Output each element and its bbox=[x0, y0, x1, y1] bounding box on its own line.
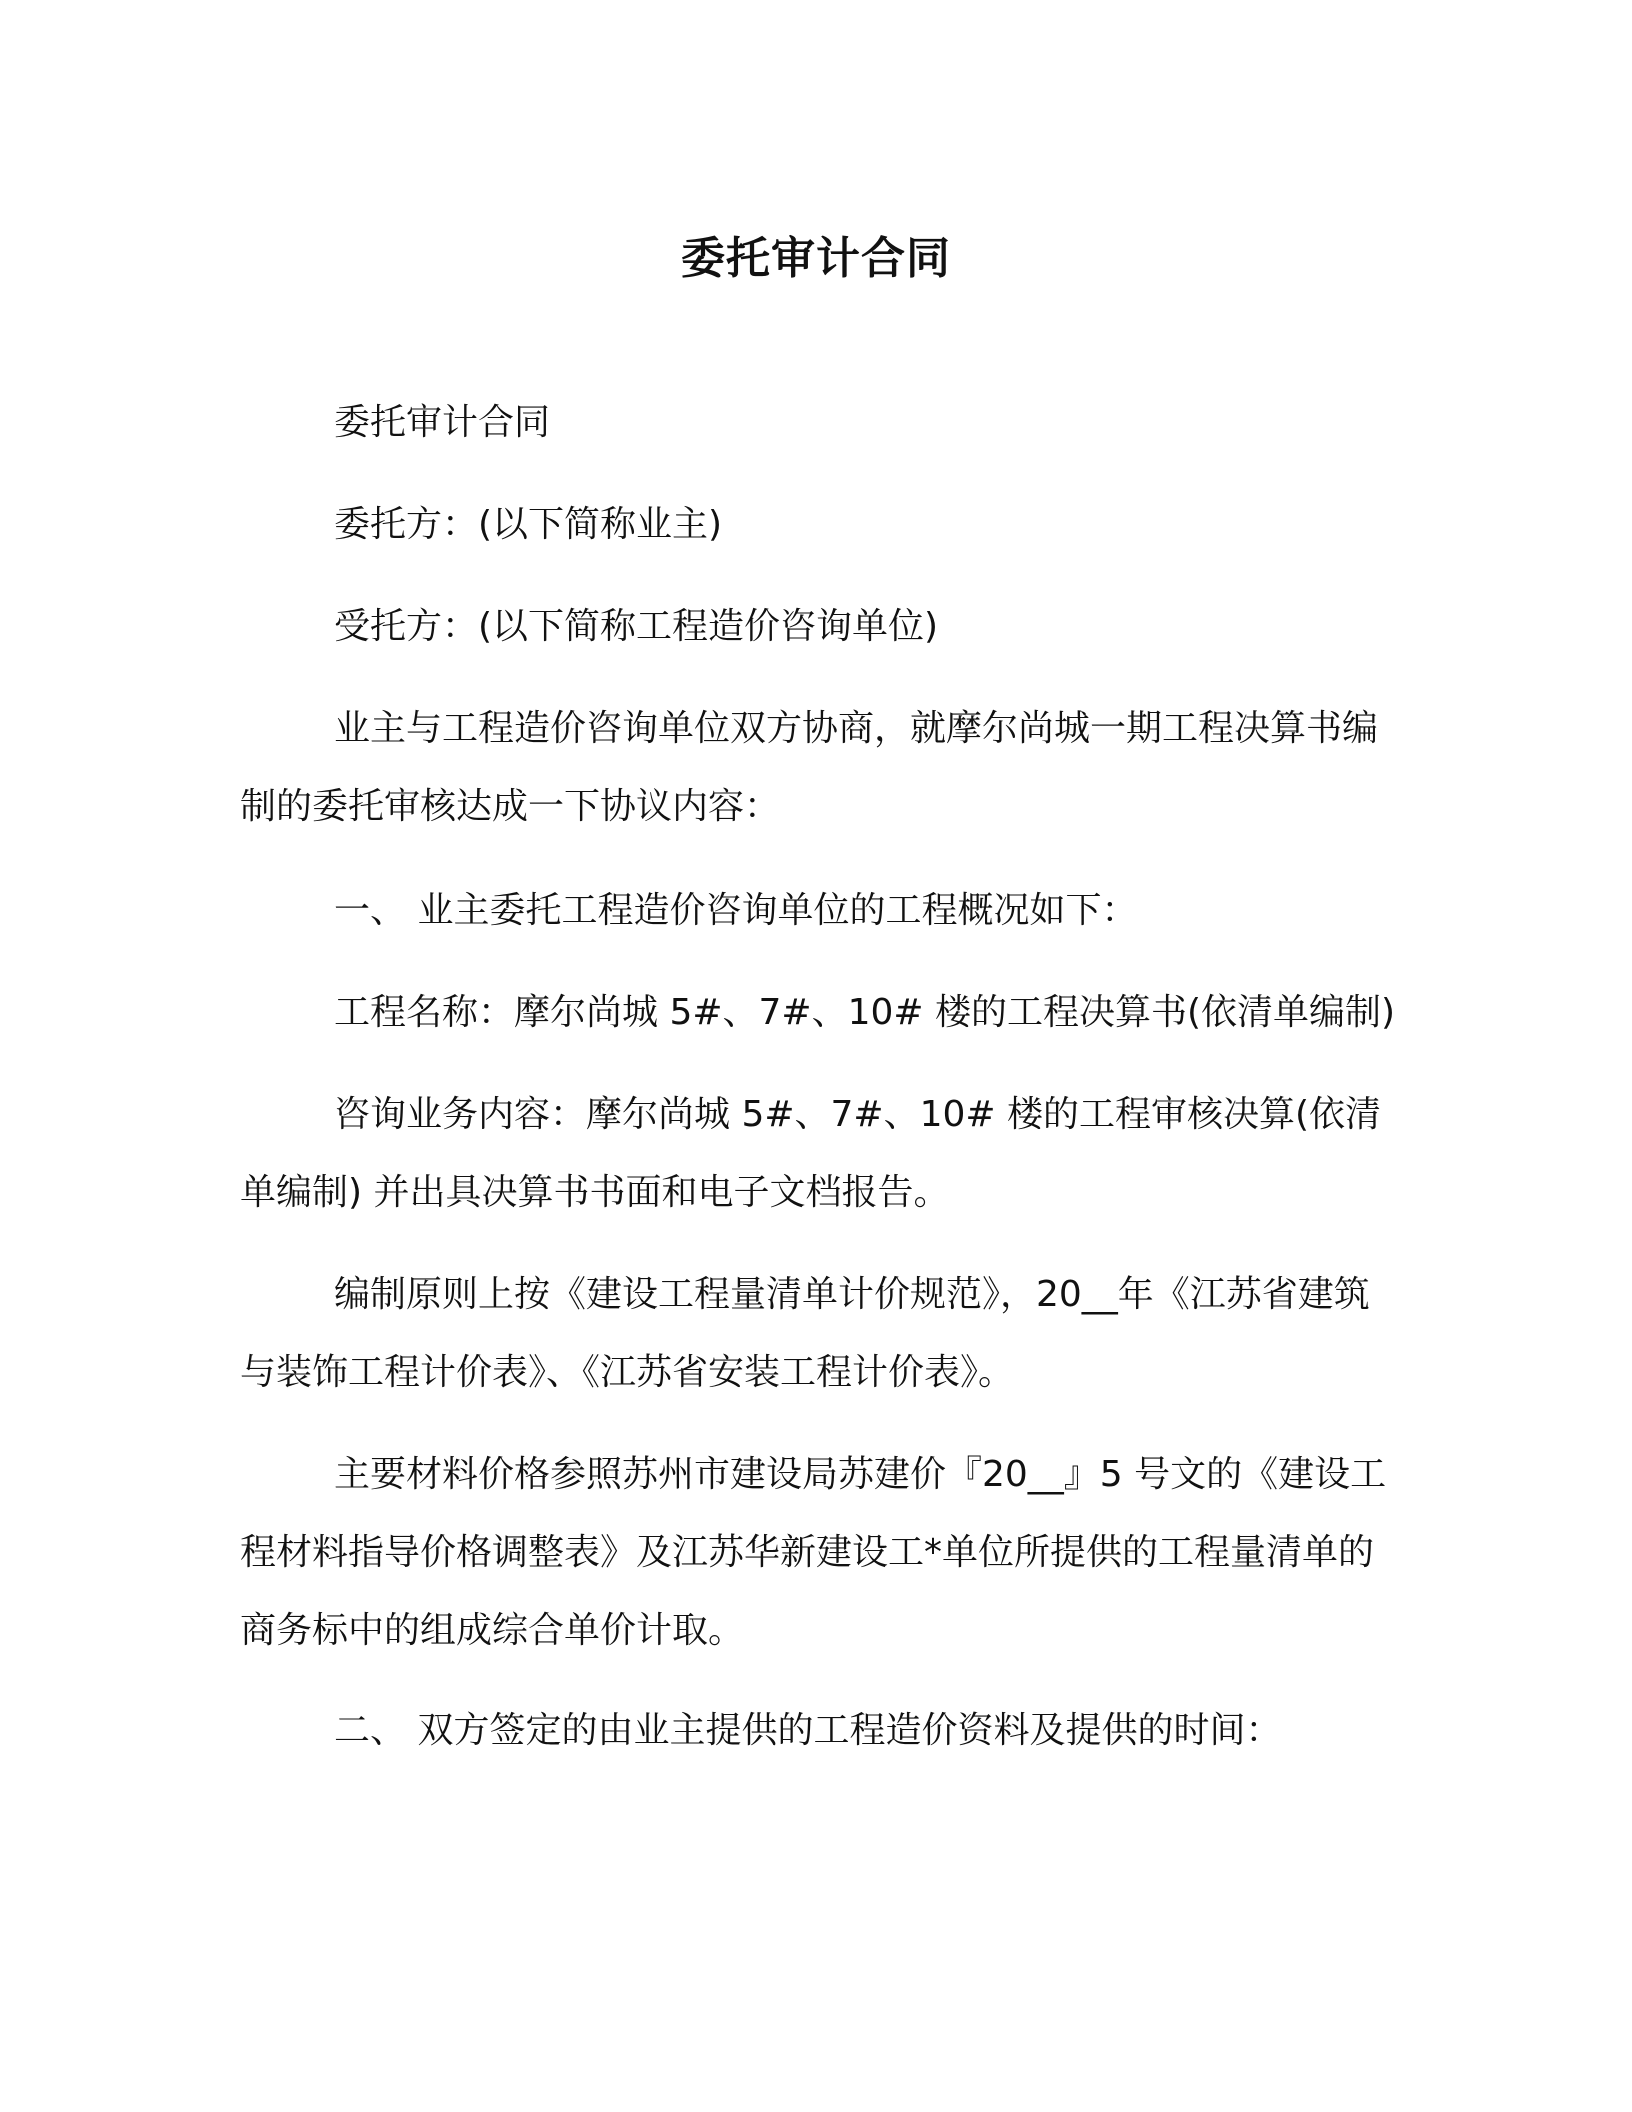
paragraph-agreement-intro: 业主与工程造价咨询单位双方协商，就摩尔尚城一期工程决算书编制的委托审核达成一下协议内容： bbox=[240, 708, 1379, 827]
paragraph-consulting-content: 咨询业务内容：摩尔尚城 5#、7#、10# 楼的工程审核决算(依清单编制) 并出具决算书书面和电子文档报告。 bbox=[240, 1094, 1382, 1213]
paragraph-heading: 委托审计合同 bbox=[334, 402, 551, 443]
paragraph-project-name: 工程名称：摩尔尚城 5#、7#、10# 楼的工程决算书(依清单编制) bbox=[334, 992, 1396, 1033]
paragraph-client: 委托方：(以下简称业主) bbox=[334, 504, 723, 545]
paragraph-section-two: 二、 双方签定的由业主提供的工程造价资料及提供的时间： bbox=[334, 1710, 1282, 1751]
paragraph-contractor: 受托方：(以下简称工程造价咨询单位) bbox=[334, 606, 939, 647]
paragraph-compilation-principle: 编制原则上按《建设工程量清单计价规范》，20__年《江苏省建筑与装饰工程计价表》、《江苏省安装工程计价表》。 bbox=[240, 1274, 1370, 1393]
document-title: 委托审计合同 bbox=[681, 233, 951, 284]
paragraph-material-prices: 主要材料价格参照苏州市建设局苏建价『20__』5 号文的《建设工程材料指导价格调整表》及江苏华新建设工*单位所提供的工程量清单的商务标中的组成综合单价计取。 bbox=[240, 1454, 1387, 1651]
paragraph-section-one: 一、 业主委托工程造价咨询单位的工程概况如下： bbox=[334, 890, 1138, 931]
